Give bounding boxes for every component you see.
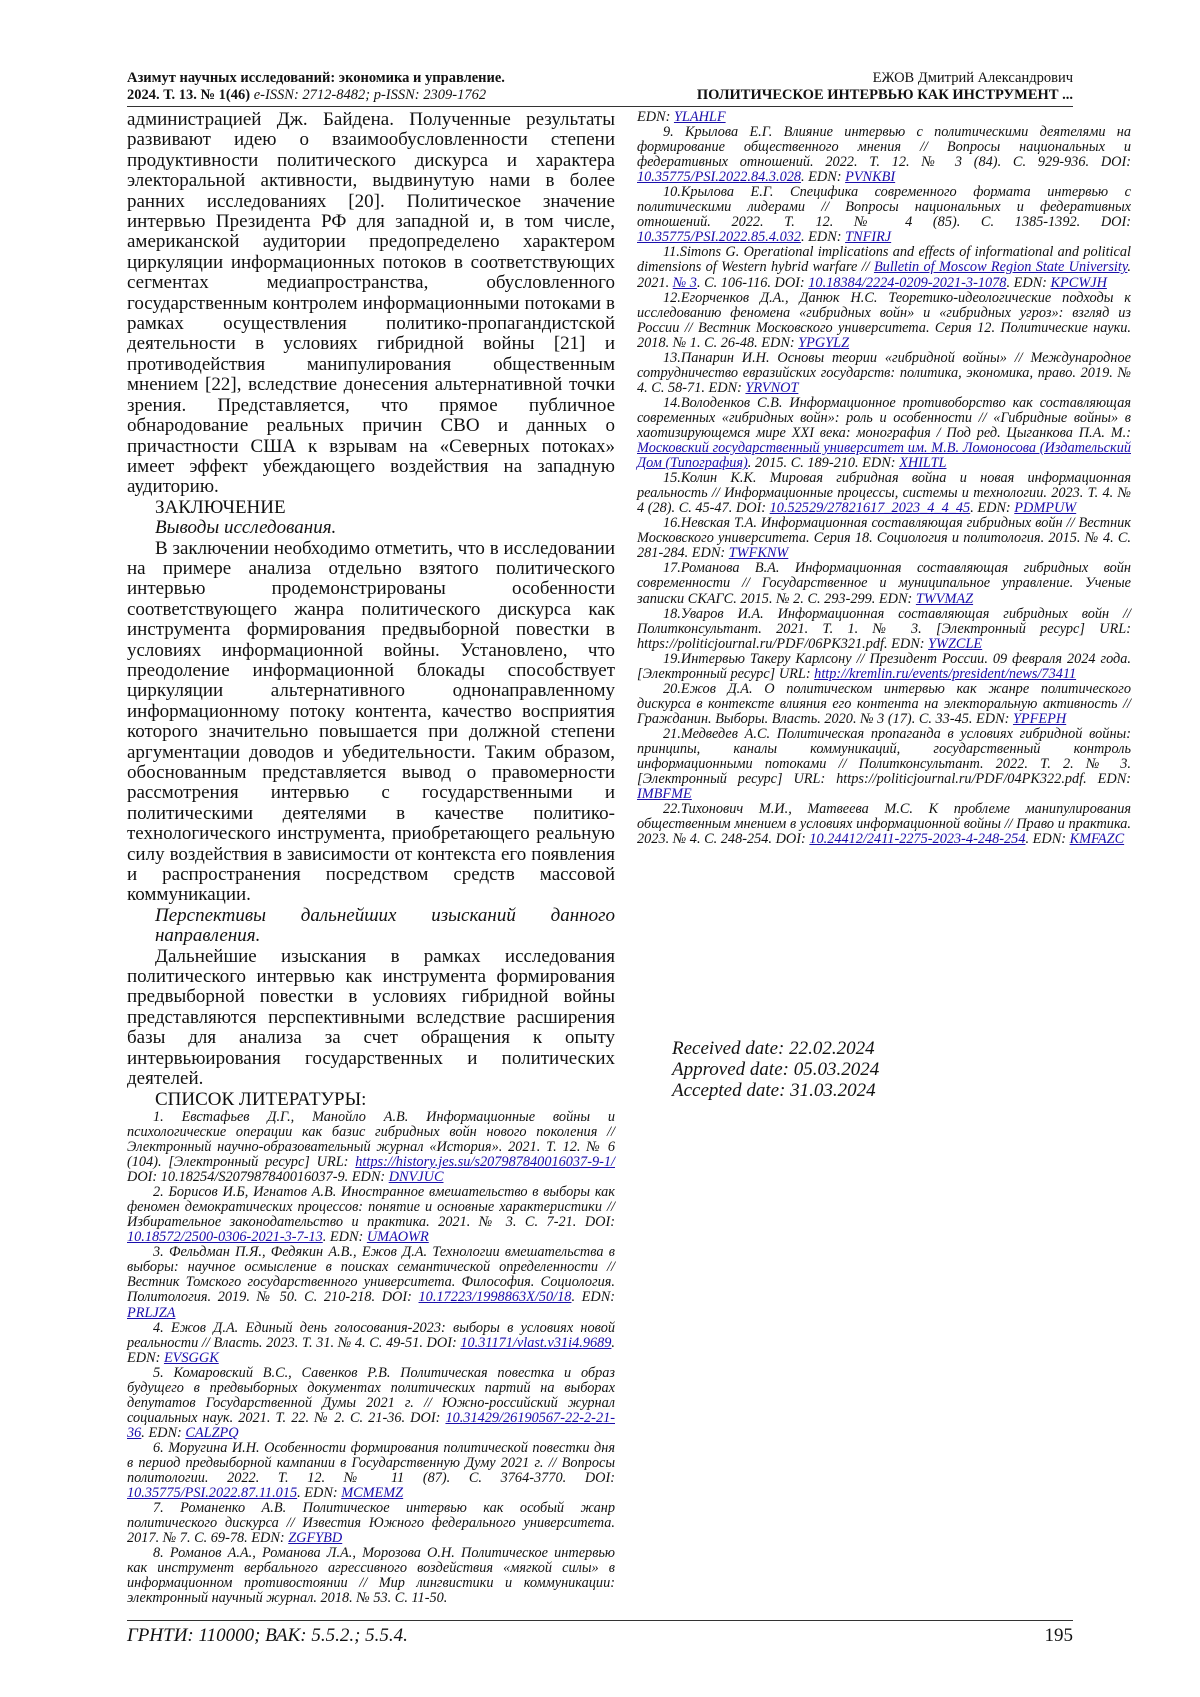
issn: e-ISSN: 2712-8482; p-ISSN: 2309-1762 [253,87,487,103]
reference-link[interactable]: 10.18384/2224-0209-2021-3-1078 [808,274,1007,291]
reference-text: 20.Ежов Д.А. О политическом интервью как жанре политического дискурса в контексте влияния его контента на электоральную активность // Гражданин. Выборы. Власть. 2020. № 3 (17). С. 33-45. EDN: [637,680,1131,727]
reference-item [637,185,1131,245]
reference-item [637,802,1131,847]
reference-item [637,682,1131,727]
reference-link[interactable]: CALZPQ [185,1424,239,1441]
reference-text: 7. Романенко А.В. Политическое интервью как особый жанр политического дискурса // Известия Южного федерального университета. 2017. № 7. С. 69-78. EDN: [127,1500,615,1547]
reference-item [127,1185,615,1245]
reference-item [637,351,1131,396]
reference-link[interactable]: TWFKNW [728,545,789,562]
reference-text: 14.Володенков С.В. Информационное противоборство как составляющая современных «гибридных войн»: роль и особенности // «Гибридные войны» в хаотизирующемся мире XXI века: монография / Под ред. Цыганкова П.А. М.: [637,394,1131,441]
conclusion-heading: ЗАКЛЮЧЕНИЕ [155,496,286,518]
accepted-date: Accepted date: 31.03.2024 [672,1080,876,1101]
reference-text: 9. Крылова Е.Г. Влияние интервью с политическими деятелями на формирование общественного мнения // Вопросы национальных и федеративных отношений. 2022. Т. 12. № 3 (84). С. 929-936. DOI: [637,124,1131,171]
reference-text: . EDN: [571,1289,615,1306]
page-footer [127,1620,1073,1647]
reference-item [637,727,1131,802]
reference-link[interactable]: KMFAZC [1069,831,1125,848]
body-paragraph: В заключении необходимо отметить, что в исследовании на примере анализа отдельно взятого политического интервью продемонстрированы особенности соответствующего жанра политического дискурса как инструмента формирования предвыборной повестки в условиях информационной войны. Установлено, что преодоление информационной блокады способствует циркуляции альтернативного однонаправленному информационному потоку контента, качество восприятия которого значительно повышается при должной степени аргументации доводов и убедительности. Таким образом, обоснованным представляется вывод о правомерности рассмотрения интервью с государственными и политическими деятелями в качестве политико-технологического инструмента, приобретающего реальную силу воздействия в зависимости от контекста его появления и распространения посредством средств массовой коммуникации. [127,537,615,906]
reference-text: . EDN: [1025,831,1070,848]
reference-link[interactable]: PVNKBI [845,169,896,186]
reference-text: 5. Комаровский В.С., Савенков Р.В. Политическая повестка и образ будущего в предвыборных документах политических партий на выборах депутатов Государственной Думы 2021 г. // Южно-российский журнал социальных наук. 2021. Т. 22. № 2. С. 21-36. DOI: [127,1364,615,1426]
right-column [637,110,1131,847]
prospects-heading: Перспективы дальнейших изысканий данного направления. [155,904,615,947]
reference-text: . С. 106-116. DOI: [696,274,809,291]
volume-issue: 2024. Т. 13. № 1(46) [127,87,251,103]
running-title: ПОЛИТИЧЕСКОЕ ИНТЕРВЬЮ КАК ИНСТРУМЕНТ ... [696,87,1073,103]
reference-item [637,652,1131,682]
reference-text: . EDN: [970,500,1015,517]
reference-link[interactable]: Bulletin of Moscow Region State University [873,259,1128,276]
reference-text: 1. Евстафьев Д.Г., Манойло А.В. Информационные войны и психологические операции как базис гибридных войн нового поколения // Электронный научно-образовательный журнал «История». 2021. Т. 12. № 6 (104). [Электронный ресурс] URL: [127,1108,615,1171]
reference-link[interactable]: 10.31429/26190567-22-2-21-36 [127,1409,615,1441]
reference-link[interactable]: TWVMAZ [915,590,974,607]
header-journal-info [127,70,505,104]
reference-text: 21.Медведев А.С. Политическая пропаганда в условиях гибридной войны: принципы, каналы коммуникаций, государственный контроль информационными потоками // Политконсультант. 2022. Т. 2. № 3. [Электронный ресурс] URL: https://politicjournal.ru/PDF/04PK322.pdf. EDN: [637,725,1131,788]
reference-text: . EDN: [127,1334,615,1366]
reference-link[interactable]: UMAOWR [366,1229,429,1246]
reference-text: . EDN: [141,1424,186,1441]
edn-link[interactable]: YLAHLF [673,109,726,125]
reference-text: 8. Романов А.А., Романова Л.А., Морозова О.Н. Политическое интервью как инструмент вербального агрессивного воздействия «мягкой силы» в информационном противостоянии // Мир лингвистики и коммуникации: электронный научный журнал. 2018. № 53. С. 11-50. [127,1545,615,1607]
reference-text: DOI: 10.18254/S207987840016037-9. EDN: [127,1169,389,1186]
reference-text: 15.Колин К.К. Мировая гибридная война и новая информационная реальность // Информационные процессы, системы и технологии. 2023. Т. 4. № 4 (28). С. 45-47. DOI: [637,470,1131,517]
reference-text: . EDN: [1006,274,1051,291]
references-heading: СПИСОК ЛИТЕРАТУРЫ: [155,1088,367,1110]
reference-link[interactable]: Московский государственный университет им. М.В. Ломоносова (Издательский Дом (Типография) [637,440,1131,472]
reference-text: . EDN: [801,169,846,186]
reference-item [127,1110,615,1185]
reference-list [637,125,1131,847]
reference-text: . EDN: [322,1229,367,1246]
reference-link[interactable]: № 3 [672,274,697,291]
reference-item [637,516,1131,561]
submission-dates [672,1038,879,1101]
body-paragraph: Дальнейшие изыскания в рамках исследования политического интервью как инструмента формирования предвыборной повестки в условиях гибридной войны представляются перспективными вследствие расширения базы для анализа за счет обращения к опыту интервьюирования государственных и политических деятелей. [127,945,615,1090]
reference-item [637,396,1131,471]
reference-item [637,125,1131,185]
edn-prefix: EDN: [637,109,674,125]
reference-link[interactable]: YPFEPH [1012,710,1067,727]
reference-text: 3. Фельдман П.Я., Федякин А.В., Ежов Д.А. Технологии вмешательства в выборы: научное осмысление в поисках семантической определенности // Вестник Томского государственного университета. Философия. Социология. Политология. 2019. № 50. С. 210-218. DOI: [127,1244,615,1306]
reference-link[interactable]: https://history.jes.su/s207987840016037-9-1/ [355,1154,615,1171]
reference-link[interactable]: KPCWJH [1050,274,1107,291]
reference-link[interactable]: TNFIRJ [845,229,892,246]
reference-item [637,471,1131,516]
reference-link[interactable]: EVSGGK [163,1349,219,1366]
reference-text: 12.Егорченков Д.А., Данюк Н.С. Теоретико-идеологические подходы к исследованию феномена «гибридных войн» и «гибридных угроз»: взгляд из России // Вестник Московского университета. Серия 12. Политические науки. 2018. № 1. С. 26-48. EDN: [637,289,1131,351]
reference-link[interactable]: 10.17223/1998863X/50/18 [418,1289,572,1306]
left-column [127,110,615,1606]
reference-item [127,1501,615,1546]
reference-link[interactable]: 10.31171/vlast.v31i4.9689 [460,1334,612,1351]
reference-continuation [637,110,1131,125]
conclusion-subheading: Выводы исследования. [155,517,337,539]
reference-link[interactable]: PRLJZA [127,1304,176,1321]
approved-date: Approved date: 05.03.2024 [672,1059,880,1080]
reference-text: 4. Ежов Д.А. Единый день голосования-2023: выборы в условиях новой реальности // Власть. 2023. Т. 31. № 4. С. 49-51. DOI: [127,1319,615,1351]
body-paragraph: администрацией Дж. Байдена. Полученные результаты развивают идею о взаимообусловленности степени продуктивности политического дискурса и характера электоральной активности, выдвинутую нами в более ранних исследованиях [20]. Политическое значение интервью Президента РФ для западной и, в том числе, американской аудитории предопределено характером циркуляции информационных потоков в соответствующих сегментах медиапространства, обусловленного государственным контролем информационными потоками в рамках осуществления политико-пропагандистской деятельности в условиях гибридной войны [21] и противодействия манипулирования общественным мнением [22], вследствие донесения альтернативной точки зрения. Представляется, что прямое публичное обнародование реальных причин СВО и данных о причастности США к взрывам на «Северных потоках» имеет эффект убеждающего воздействия на западную аудиторию. [127,109,615,498]
reference-item [127,1366,615,1441]
received-date: Received date: 22.02.2024 [672,1038,875,1059]
reference-text: . EDN: [801,229,846,246]
reference-text: 13.Панарин И.Н. Основы теории «гибридной войны» // Международное сотрудничество евразийских государств: политика, экономика, право. 2019. № 4. С. 58-71. EDN: [637,349,1131,396]
reference-item [637,291,1131,351]
reference-link[interactable]: XHILTL [899,455,947,472]
reference-text: 2. Борисов И.Б, Игнатов А.В. Иностранное вмешательство в выборы как феномен демократических процессов: понятие и основные характеристики // Избирательное законодательство и практика. 2021. № 3. С. 7-21. DOI: [127,1184,615,1231]
reference-link[interactable]: ZGFYBD [288,1530,343,1547]
reference-text: 19.Интервью Такеру Карлсону // Президент России. 09 февраля 2024 года. [Электронный ресурс] URL: [637,650,1131,682]
reference-link[interactable]: IMBFME [637,786,692,803]
reference-item [637,561,1131,606]
reference-text: . EDN: [297,1485,342,1502]
reference-list [127,1110,615,1607]
reference-link[interactable]: YRVNOT [745,379,799,396]
reference-link[interactable]: YPGYLZ [798,334,850,351]
page-number: 195 [1044,1625,1073,1646]
reference-text: 11.Simons G. Operational implications and effects of informational and political dimensions of Western hybrid warfare // [637,244,1131,276]
reference-text: 17.Романова В.А. Информационная составляющая гибридных войн современности // Государственное и муниципальное управление. Ученые записки СКАГС. 2015. № 2. С. 293-299. EDN: [637,560,1131,607]
classification-codes: ГРНТИ: 110000; ВАК: 5.5.2.; 5.5.4. [127,1625,408,1646]
reference-link[interactable]: 10.35775/PSI.2022.84.3.028 [637,169,802,186]
reference-item [637,607,1131,652]
reference-text: 18.Уваров И.А. Информационная составляющая гибридных войн // Политконсультант. 2021. Т. 1. № 3. [Электронный ресурс] URL: https://politicjournal.ru/PDF/06PK321.pdf. EDN: [637,605,1131,652]
reference-link[interactable]: http://kremlin.ru/events/president/news/73411 [814,665,1077,682]
reference-link[interactable]: MCMEMZ [341,1485,404,1502]
reference-text: . 2021. [637,259,1131,291]
reference-link[interactable]: YWZCLE [928,635,983,652]
reference-link[interactable]: 10.35775/PSI.2022.87.11.015 [127,1485,298,1502]
reference-link[interactable]: 10.52529/27821617_2023_4_4_45 [769,500,971,517]
reference-text: 6. Моругина И.Н. Особенности формирования политической повестки дня в период предвыборной кампании в Государственную Думу 2021 г. // Вопросы политологии. 2022. Т. 12. № 11 (87). С. 3764-3770. DOI: [127,1439,615,1487]
reference-item [127,1441,615,1501]
reference-item [127,1321,615,1366]
reference-link[interactable]: 10.35775/PSI.2022.85.4.032 [637,229,802,246]
reference-text: 10.Крылова Е.Г. Специфика современного формата интервью с политическими лидерами // Вопросы национальных и федеративных отношений. 2022. Т. 12. № 4 (85). С. 1385-1392. DOI: [637,184,1131,231]
header-article-info [697,70,1073,104]
reference-text: 16.Невская Т.А. Информационная составляющая гибридных войн // Вестник Московского университета. Серия 18. Социология и политология. 2015. № 4. С. 281-284. EDN: [637,515,1131,562]
reference-link[interactable]: 10.18572/2500-0306-2021-3-7-13 [127,1229,323,1246]
reference-link[interactable]: 10.24412/2411-2275-2023-4-248-254 [809,831,1026,848]
reference-item [637,245,1131,290]
reference-item [127,1546,615,1606]
journal-title: Азимут научных исследований: экономика и управление. [127,70,505,86]
author-name: ЕЖОВ Дмитрий Александрович [872,70,1073,86]
reference-text: . 2015. С. 189-210. EDN: [747,455,900,472]
page-header [127,70,1073,107]
reference-text: 22.Тихонович М.И., Матвеева М.С. К проблеме манипулирования общественным мнением в условиях информационной войны // Право и практика. 2023. № 4. С. 248-254. DOI: [637,801,1131,848]
reference-link[interactable]: DNVJUC [388,1169,444,1186]
reference-link[interactable]: PDMPUW [1014,500,1077,517]
reference-item [127,1245,615,1320]
